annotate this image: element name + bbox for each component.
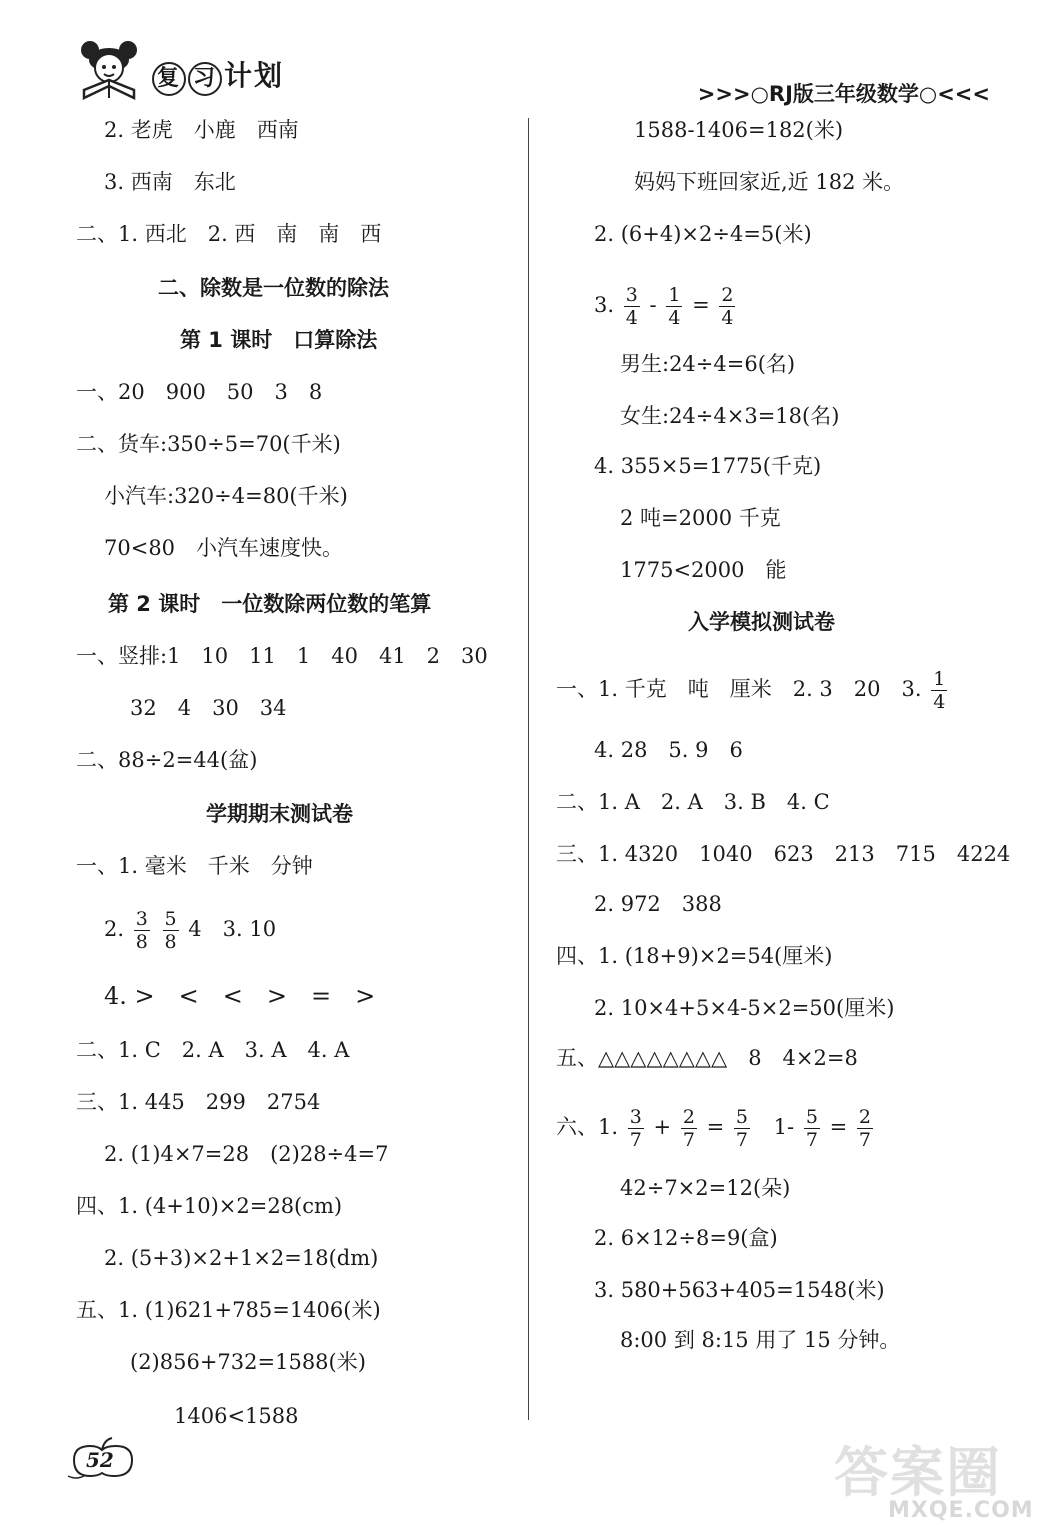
numerator: 5 <box>164 908 177 930</box>
fraction <box>804 1106 820 1151</box>
section-heading: 二、除数是一位数的除法 <box>158 276 389 300</box>
book-series-title <box>152 54 284 96</box>
answer-line: 2 吨=2000 千克 <box>620 506 781 530</box>
lesson-heading: 第 1 课时 口算除法 <box>180 328 378 352</box>
answer-line: 三、1. 4320 1040 623 213 715 4224 <box>556 842 1011 866</box>
watermark-url: MXQE.COM <box>888 1498 1034 1523</box>
answer-line: 四、1. (18+9)×2=54(厘米) <box>556 944 833 968</box>
watermark-logo-text: 答案圈 <box>834 1441 1002 1504</box>
numerator: 2 <box>682 1106 695 1128</box>
answer-line: 3. 580+563+405=1548(米) <box>594 1278 885 1302</box>
cartoon-girl-logo-icon <box>74 38 144 104</box>
watermark <box>828 1426 1034 1526</box>
denominator: 7 <box>805 1129 818 1151</box>
equals-sign: = <box>829 1115 848 1139</box>
answer-line: 70<80 小汽车速度快。 <box>104 536 344 560</box>
answer-line: 2. (5+3)×2+1×2=18(dm) <box>104 1246 379 1270</box>
edition-label: >>>○RJ版三年级数学○<<< <box>697 82 990 106</box>
answer-line: 二、1. C 2. A 3. A 4. A <box>76 1038 350 1062</box>
equals-sign: = <box>692 293 710 317</box>
denominator: 4 <box>933 691 946 713</box>
fraction <box>734 1106 750 1151</box>
denominator: 4 <box>625 307 638 329</box>
answer-line: 8:00 到 8:15 用了 15 分钟。 <box>620 1328 901 1352</box>
denominator: 7 <box>682 1129 695 1151</box>
numerator: 3 <box>629 1106 642 1128</box>
answer-line: 二、1. A 2. A 3. B 4. C <box>556 790 830 814</box>
answer-line: 2. (1)4×7=28 (2)28÷4=7 <box>104 1142 389 1166</box>
numerator: 2 <box>721 284 734 306</box>
denominator: 8 <box>135 931 148 953</box>
answer-line: 2. (6+4)×2÷4=5(米) <box>594 222 812 246</box>
fraction <box>681 1106 697 1151</box>
plus-sign: + <box>653 1115 672 1139</box>
numerator: 5 <box>805 1106 818 1128</box>
answer-text: 4 3. 10 <box>188 917 277 941</box>
answer-line: 二、88÷2=44(盆) <box>76 748 258 772</box>
item-number: 2. <box>104 917 125 941</box>
test-heading: 入学模拟测试卷 <box>688 610 835 634</box>
fraction <box>134 908 150 953</box>
fraction <box>857 1106 873 1151</box>
fraction <box>624 284 640 329</box>
page-number-badge <box>64 1436 144 1480</box>
fraction <box>163 908 179 953</box>
answer-line: 三、1. 445 299 2754 <box>76 1090 321 1114</box>
answer-line: 2. 10×4+5×4-5×2=50(厘米) <box>594 996 895 1020</box>
answer-line-fractions <box>556 1106 876 1151</box>
answer-line: 32 4 30 34 <box>130 696 287 720</box>
answer-line-fractions <box>556 668 950 713</box>
answer-line: 2. 老虎 小鹿 西南 <box>104 118 299 142</box>
answer-line-fractions <box>594 284 738 329</box>
numerator: 1 <box>668 284 681 306</box>
answer-line: 1775<2000 能 <box>620 558 787 582</box>
answer-line: 一、20 900 50 3 8 <box>76 380 323 404</box>
answer-line: 男生:24÷4=6(名) <box>620 352 796 376</box>
title-circled-char-2: 习 <box>188 62 222 96</box>
numerator: 3 <box>625 284 638 306</box>
lesson-heading: 第 2 课时 一位数除两位数的笔算 <box>108 592 432 616</box>
answer-text: 一、1. 千克 吨 厘米 2. 3 20 3. <box>556 677 922 701</box>
answer-line: 五、1. (1)621+785=1406(米) <box>76 1298 381 1322</box>
fraction <box>931 668 947 713</box>
answer-line: 4. 28 5. 9 6 <box>594 738 743 762</box>
answer-line: 女生:24÷4×3=18(名) <box>620 404 840 428</box>
test-heading: 学期期末测试卷 <box>206 802 353 826</box>
answer-line: 42÷7×2=12(朵) <box>620 1176 791 1200</box>
answer-line: 一、1. 毫米 千米 分钟 <box>76 854 313 878</box>
item-number: 3. <box>594 293 615 317</box>
denominator: 8 <box>164 931 177 953</box>
title-circled-char-1: 复 <box>152 62 186 96</box>
column-divider <box>528 118 529 1420</box>
numerator: 5 <box>735 1106 748 1128</box>
fraction <box>666 284 682 329</box>
denominator: 4 <box>668 307 681 329</box>
title-rest: 计划 <box>224 59 285 92</box>
denominator: 7 <box>858 1129 871 1151</box>
answer-line-fractions <box>104 908 276 953</box>
item-number: 六、1. <box>556 1115 619 1139</box>
answer-line: 4. 355×5=1775(千克) <box>594 454 822 478</box>
answer-text: 1- <box>773 1115 795 1139</box>
equals-sign: = <box>706 1115 725 1139</box>
numerator: 3 <box>135 908 148 930</box>
minus-sign: - <box>649 293 657 317</box>
numerator: 1 <box>933 668 946 690</box>
answer-line: 二、货车:350÷5=70(千米) <box>76 432 341 456</box>
denominator: 7 <box>629 1129 642 1151</box>
answer-line: 1406<1588 <box>174 1404 299 1428</box>
fraction <box>719 284 735 329</box>
denominator: 4 <box>721 307 734 329</box>
answer-line: 妈妈下班回家近,近 182 米。 <box>634 170 905 194</box>
answer-line: 二、1. 西北 2. 西 南 南 西 <box>76 222 382 246</box>
answer-line: 1588-1406=182(米) <box>634 118 844 142</box>
answer-line: 四、1. (4+10)×2=28(cm) <box>76 1194 343 1218</box>
answer-line: 2. 972 388 <box>594 892 722 916</box>
fraction <box>628 1106 644 1151</box>
answer-line: 4. > < < > = > <box>104 982 376 1010</box>
answer-line: 一、竖排:1 10 11 1 40 41 2 30 <box>76 644 488 668</box>
answer-line: 五、△△△△△△△△ 8 4×2=8 <box>556 1046 858 1070</box>
answer-line: 2. 6×12÷8=9(盒) <box>594 1226 778 1250</box>
answer-line: (2)856+732=1588(米) <box>130 1350 366 1374</box>
page-number: 52 <box>86 1448 114 1472</box>
numerator: 2 <box>858 1106 871 1128</box>
denominator: 7 <box>735 1129 748 1151</box>
answer-line: 小汽车:320÷4=80(千米) <box>104 484 348 508</box>
answer-line: 3. 西南 东北 <box>104 170 236 194</box>
